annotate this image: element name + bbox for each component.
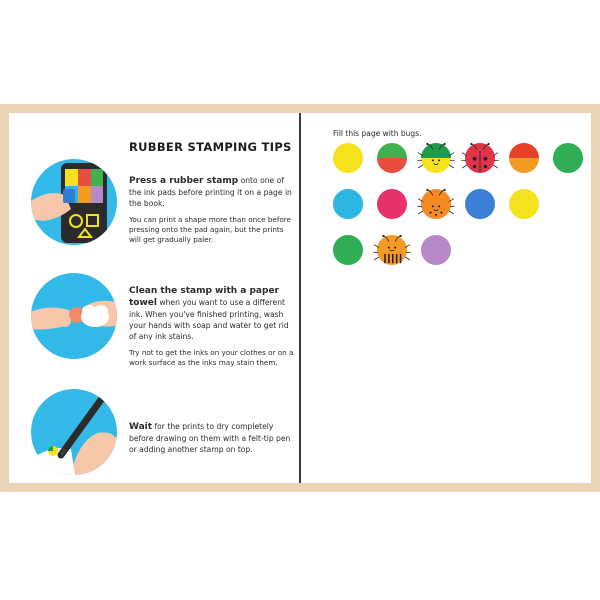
stamp-print bbox=[421, 235, 451, 265]
felt-tip-illustration bbox=[31, 389, 117, 475]
tip-note: Try not to get the inks on your clothes or on a work surface as the inks may stain them. bbox=[129, 348, 294, 367]
bug-drawing bbox=[459, 135, 501, 181]
clean-stamp-illustration bbox=[31, 273, 117, 359]
page-instruction: Fill this page with bugs. bbox=[333, 129, 422, 138]
bug-drawing bbox=[415, 181, 457, 227]
bug-drawing bbox=[371, 227, 413, 273]
tip-text: onto one of the ink pads before printing it on a page in the book. bbox=[129, 176, 292, 208]
bug-stamp bbox=[421, 189, 451, 219]
stamp-print bbox=[333, 143, 363, 173]
tip-heading: Clean the stamp with a paper towel bbox=[129, 286, 279, 308]
stamp-print bbox=[377, 143, 407, 173]
bug-drawing bbox=[415, 135, 457, 181]
ink-pad-illustration bbox=[31, 159, 117, 245]
bug-stamp bbox=[421, 143, 451, 173]
bug-stamp bbox=[377, 235, 407, 265]
right-page bbox=[301, 113, 591, 483]
stamp-print bbox=[509, 189, 539, 219]
tip-note: You can print a shape more than once before pressing onto the pad again, but the prints will get gradually paler. bbox=[129, 215, 291, 244]
tip-press-stamp bbox=[129, 175, 294, 251]
tip-clean-stamp bbox=[129, 285, 294, 374]
stamp-print bbox=[509, 143, 539, 173]
left-page bbox=[9, 113, 299, 483]
tip-heading: Wait bbox=[129, 422, 153, 432]
tip-text: when you want to use a different ink. When you've finished printing, wash your hands with soap and water to get rid of any ink stains. bbox=[129, 298, 289, 341]
page-title: RUBBER STAMPING TIPS bbox=[129, 140, 292, 154]
stamp-print bbox=[333, 235, 363, 265]
tip-heading: Press a rubber stamp bbox=[129, 176, 239, 186]
stamp-print bbox=[465, 189, 495, 219]
bug-stamp bbox=[465, 143, 495, 173]
stamp-print bbox=[377, 189, 407, 219]
stamp-print bbox=[553, 143, 583, 173]
stamp-print bbox=[333, 189, 363, 219]
tip-wait bbox=[129, 421, 294, 461]
tip-text: for the prints to dry completely before drawing on them with a felt-tip pen or adding another stamp on top. bbox=[129, 422, 291, 454]
book-spread bbox=[0, 104, 600, 492]
